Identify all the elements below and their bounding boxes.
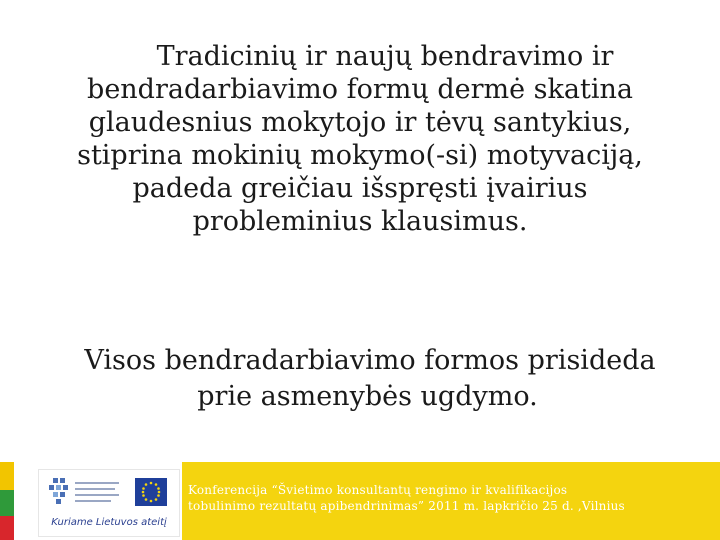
eu-flag-icon bbox=[135, 478, 167, 506]
paragraph1-line2: bendradarbiavimo formų dermė skatina bbox=[87, 74, 633, 105]
paragraph1-line3: glaudesnius mokytojo ir tėvų santykius, bbox=[88, 107, 632, 138]
esf-logo-icon bbox=[45, 476, 125, 510]
conference-line2: tobulinimo rezultatų apibendrinimas” 2011 m. lapkričio 25 d. ,Vilnius bbox=[188, 499, 625, 513]
paragraph1-line6: probleminius klausimus. bbox=[192, 206, 528, 237]
flag-stripe-red bbox=[0, 516, 14, 540]
paragraph2-line1: Visos bendradarbiavimo formos prisideda bbox=[84, 345, 656, 376]
paragraph1-line5: padeda greičiau išspręsti įvairius bbox=[132, 173, 588, 204]
paragraph1-line1: Tradicinių ir naujų bendravimo ir bbox=[156, 41, 614, 72]
sponsor-logos bbox=[38, 469, 180, 537]
conference-line1: Konferencija “Švietimo konsultantų rengimo ir kvalifikacijos bbox=[188, 483, 568, 497]
main-paragraph bbox=[40, 40, 680, 238]
footer-bar bbox=[0, 462, 720, 540]
conference-text bbox=[188, 482, 708, 514]
conference-banner bbox=[182, 462, 720, 540]
flag-stripe-green bbox=[0, 490, 14, 516]
logo-tagline: Kuriame Lietuvos ateitį bbox=[51, 517, 167, 528]
flag-stripe-yellow bbox=[0, 462, 14, 490]
paragraph1-line4: stiprina mokinių mokymo(-si) motyvaciją, bbox=[77, 140, 643, 171]
conclusion-paragraph bbox=[40, 343, 680, 415]
paragraph2-line2: prie asmenybės ugdymo. bbox=[197, 381, 538, 412]
